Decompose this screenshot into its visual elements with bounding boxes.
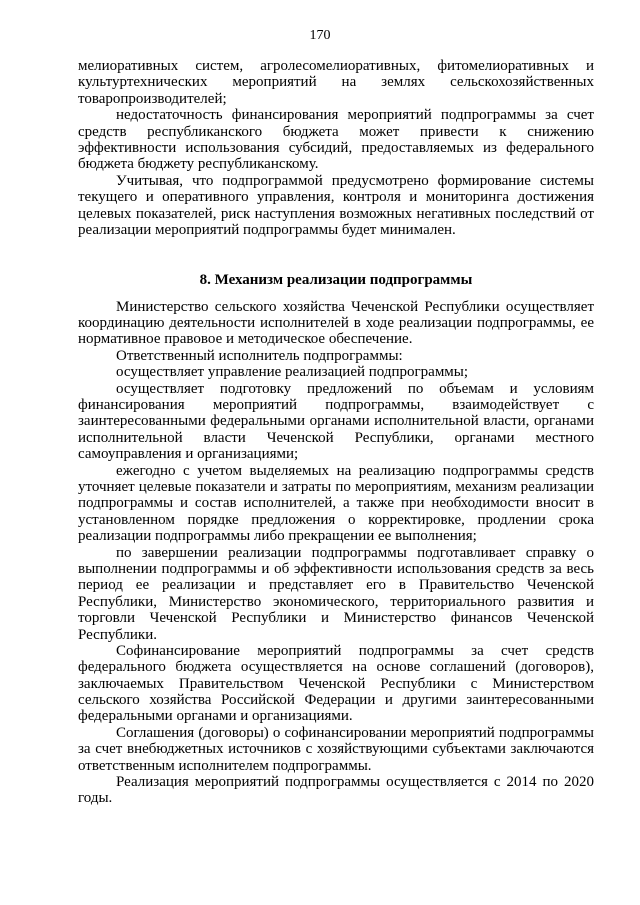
paragraph xyxy=(78,299,594,348)
text-line: товаропроизводителей; xyxy=(78,90,227,107)
text-line: бюджета бюджету республиканскому. xyxy=(78,156,319,173)
text-line: за счет внебюджетных источников с хозяйствующими субъектами заключаются xyxy=(78,741,594,758)
text-line: культуртехнических мероприятий на землях сельскохозяйственных xyxy=(78,74,594,91)
paragraph xyxy=(78,107,594,173)
text-line: исполнительной власти Чеченской Республики, органами местного xyxy=(78,429,594,446)
text-line: федеральными органами и организациями. xyxy=(78,708,353,725)
text-line: координацию деятельности исполнителей в ходе реализации подпрограммы, ее xyxy=(78,315,594,332)
paragraph xyxy=(78,58,594,107)
paragraph xyxy=(78,545,594,643)
text-line: средств республиканского бюджета может привести к снижению xyxy=(78,123,594,140)
paragraph xyxy=(78,381,594,463)
text-line: нормативное правовое и методическое обеспечение. xyxy=(78,331,413,348)
text-line: Учитывая, что подпрограммой предусмотрено формирование системы xyxy=(116,172,594,189)
text-line: осуществляет подготовку предложений по объемам и условиям xyxy=(116,380,594,397)
paragraph xyxy=(78,463,594,545)
text-line: подпрограммы и состав исполнителей, а также при необходимости вносит в xyxy=(78,495,594,512)
text-line: Реализация мероприятий подпрограммы осуществляется с 2014 по 2020 xyxy=(116,774,594,791)
paragraph xyxy=(78,364,594,380)
text-line: ежегодно с учетом выделяемых на реализацию подпрограммы средств xyxy=(116,462,594,479)
text-line: недостаточность финансирования мероприятий подпрограммы за счет xyxy=(116,107,594,124)
text-line: заключаемых Правительством Чеченской Республики с Министерством xyxy=(78,675,594,692)
text-line: Министерство сельского хозяйства Чеченской Республики осуществляет xyxy=(116,298,594,315)
text-line: установленном порядке предложения о корректировке, продлении срока xyxy=(78,511,594,528)
paragraph xyxy=(78,348,594,364)
text-section-before xyxy=(78,58,594,238)
section-heading: 8. Механизм реализации подпрограммы xyxy=(199,272,473,289)
text-line: финансирования мероприятий подпрограммы, взаимодействует с xyxy=(78,397,594,414)
text-line: Республики. xyxy=(78,626,157,643)
text-line: по завершении реализации подпрограммы подготавливает справку о xyxy=(116,544,594,561)
text-line: Софинансирование мероприятий подпрограммы за счет средств xyxy=(116,642,594,659)
paragraph xyxy=(78,173,594,239)
paragraph xyxy=(78,725,594,774)
text-line: Соглашения (договоры) о софинансировании мероприятий подпрограммы xyxy=(116,724,594,741)
text-line: годы. xyxy=(78,790,113,807)
text-line: целевых показателей, риск наступления возможных негативных последствий от xyxy=(78,205,594,222)
text-line: торговли Чеченской Республики и Министерство финансов Чеченской xyxy=(78,610,594,627)
text-line: реализации мероприятий подпрограммы будет минимален. xyxy=(78,221,456,238)
text-line: осуществляет управление реализацией подпрограммы; xyxy=(116,364,469,381)
text-line: самоуправления и организациями; xyxy=(78,446,299,463)
text-line: ответственным исполнителем подпрограммы. xyxy=(78,757,372,774)
text-line: выполнении подпрограммы и об эффективности использования средств за весь xyxy=(78,560,594,577)
text-line: реализации подпрограммы либо прекращении ее выполнения; xyxy=(78,528,477,545)
text-line: текущего и оперативного управления, контроля и мониторинга достижения xyxy=(78,189,594,206)
page-content xyxy=(78,58,594,807)
text-line: федерального бюджета осуществляется на основе соглашений (договоров), xyxy=(78,659,594,676)
text-line: Ответственный исполнитель подпрограммы: xyxy=(116,347,403,364)
text-line: уточняет целевые показатели и затраты по мероприятиям, механизм реализации xyxy=(78,479,594,495)
paragraph xyxy=(78,643,594,725)
text-section-after xyxy=(78,299,594,807)
text-line: заинтересованными федеральными органами исполнительной власти, органами xyxy=(78,413,594,430)
text-line: сельского хозяйства Российской Федерации и другими заинтересованными xyxy=(78,692,594,709)
text-line: эффективности использования субсидий, предоставляемых из федерального xyxy=(78,139,594,156)
paragraph xyxy=(78,774,594,807)
page-number: 170 xyxy=(309,28,331,43)
text-line: период ее реализации и представляет его в Правительство Чеченской xyxy=(78,577,594,594)
text-line: Республики, Министерство экономического, территориального развития и xyxy=(78,593,594,610)
text-line: мелиоративных систем, агролесомелиоративных, фитомелиоративных и xyxy=(78,58,594,74)
